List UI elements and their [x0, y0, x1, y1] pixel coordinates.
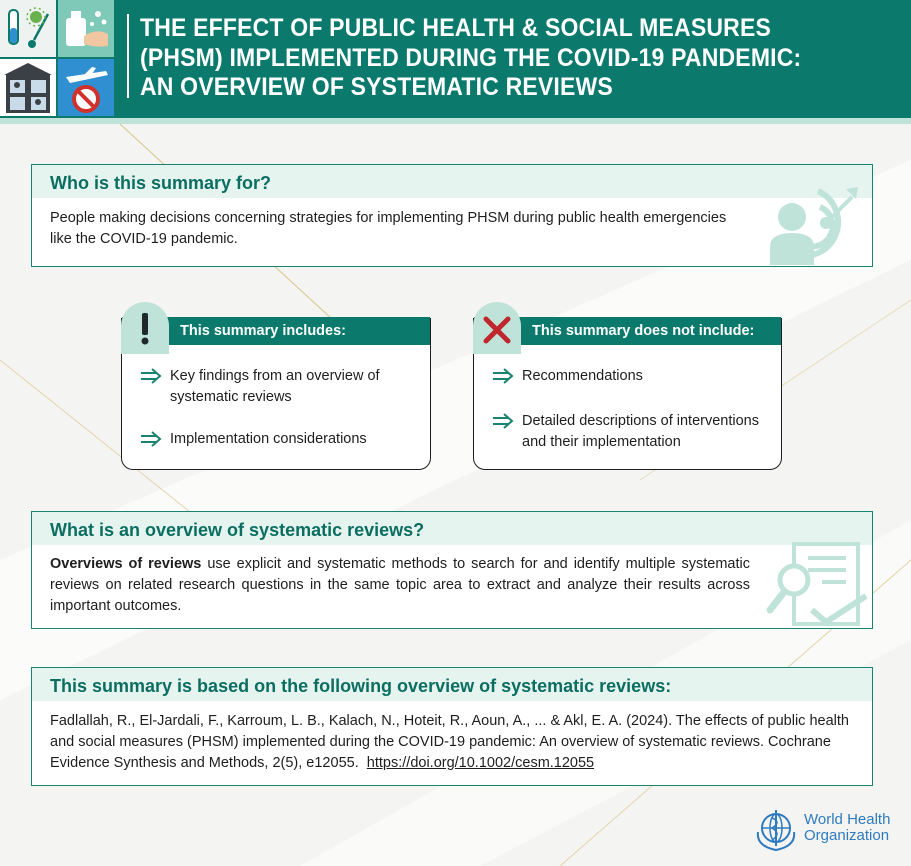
excludes-item-label: Recommendations	[522, 368, 643, 384]
header-banner	[0, 0, 911, 118]
arrow-right-icon	[492, 413, 514, 429]
overview-heading: What is an overview of systematic reviews?	[32, 512, 872, 545]
who-for-heading: Who is this summary for?	[32, 165, 872, 198]
excludes-heading: This summary does not include:	[474, 317, 781, 345]
who-wordmark	[804, 812, 890, 844]
test-tubes-virus-icon	[0, 0, 56, 57]
source-card	[31, 667, 873, 786]
who-emblem-icon	[752, 806, 800, 854]
person-target-icon	[768, 183, 860, 265]
exclamation-icon	[121, 302, 169, 354]
header-divider	[127, 14, 129, 98]
who-line-2: Organization	[804, 827, 890, 844]
arrow-right-icon	[492, 368, 514, 384]
overview-card	[31, 511, 873, 629]
includes-item-label: Key findings from an overview of systematic reviews	[170, 368, 380, 405]
doi-link[interactable]: https://doi.org/10.1002/cesm.12055	[366, 755, 595, 771]
who-line-1: World Health	[804, 811, 891, 828]
source-body	[32, 701, 872, 774]
overview-body	[32, 545, 768, 617]
arrow-right-icon	[140, 431, 162, 447]
excludes-item-label: Detailed descriptions of interventions and their implementation	[522, 413, 759, 450]
cross-icon	[473, 302, 521, 354]
overview-text: use explicit and systematic methods to search for and identify multiple systematic reviews on related research questions in the same topic area to extract and analyze their results across important outcomes.	[50, 556, 750, 614]
includes-item-label: Implementation considerations	[170, 431, 367, 447]
who-logo	[752, 806, 902, 854]
page-title: THE EFFECT OF PUBLIC HEALTH & SOCIAL MEASURES (PHSM) IMPLEMENTED DURING THE COVID-19 PANDEMIC: AN OVERVIEW OF SYSTEMATIC REVIEWS	[140, 14, 802, 101]
building-people-icon	[0, 59, 56, 116]
overview-bold-lead: Overviews of reviews	[50, 556, 202, 572]
source-heading: This summary is based on the following overview of systematic reviews:	[32, 668, 872, 701]
citation-text: Fadlallah, R., El-Jardali, F., Karroum, L. B., Kalach, N., Hoteit, R., Aoun, A., ... & Akl, E. A. (2024). The effects of public health and social measures (PHSM) implemented during the COVID-19 pandemic: An overview of systematic reviews. Cochrane Evidence Synthesis and Methods, 2(5), e12055.	[50, 713, 849, 771]
who-for-body: People making decisions concerning strategies for implementing PHSM during public health emergencies like the COVID-19 pandemic.	[50, 210, 727, 247]
header-icon-grid	[0, 0, 116, 118]
handwashing-icon	[58, 0, 114, 57]
arrow-right-icon	[140, 368, 162, 384]
header-accent-strip	[0, 118, 911, 124]
airplane-prohibited-icon	[58, 59, 114, 116]
includes-heading: This summary includes:	[122, 317, 430, 345]
document-magnifier-icon	[766, 540, 872, 630]
who-for-card	[31, 164, 873, 267]
